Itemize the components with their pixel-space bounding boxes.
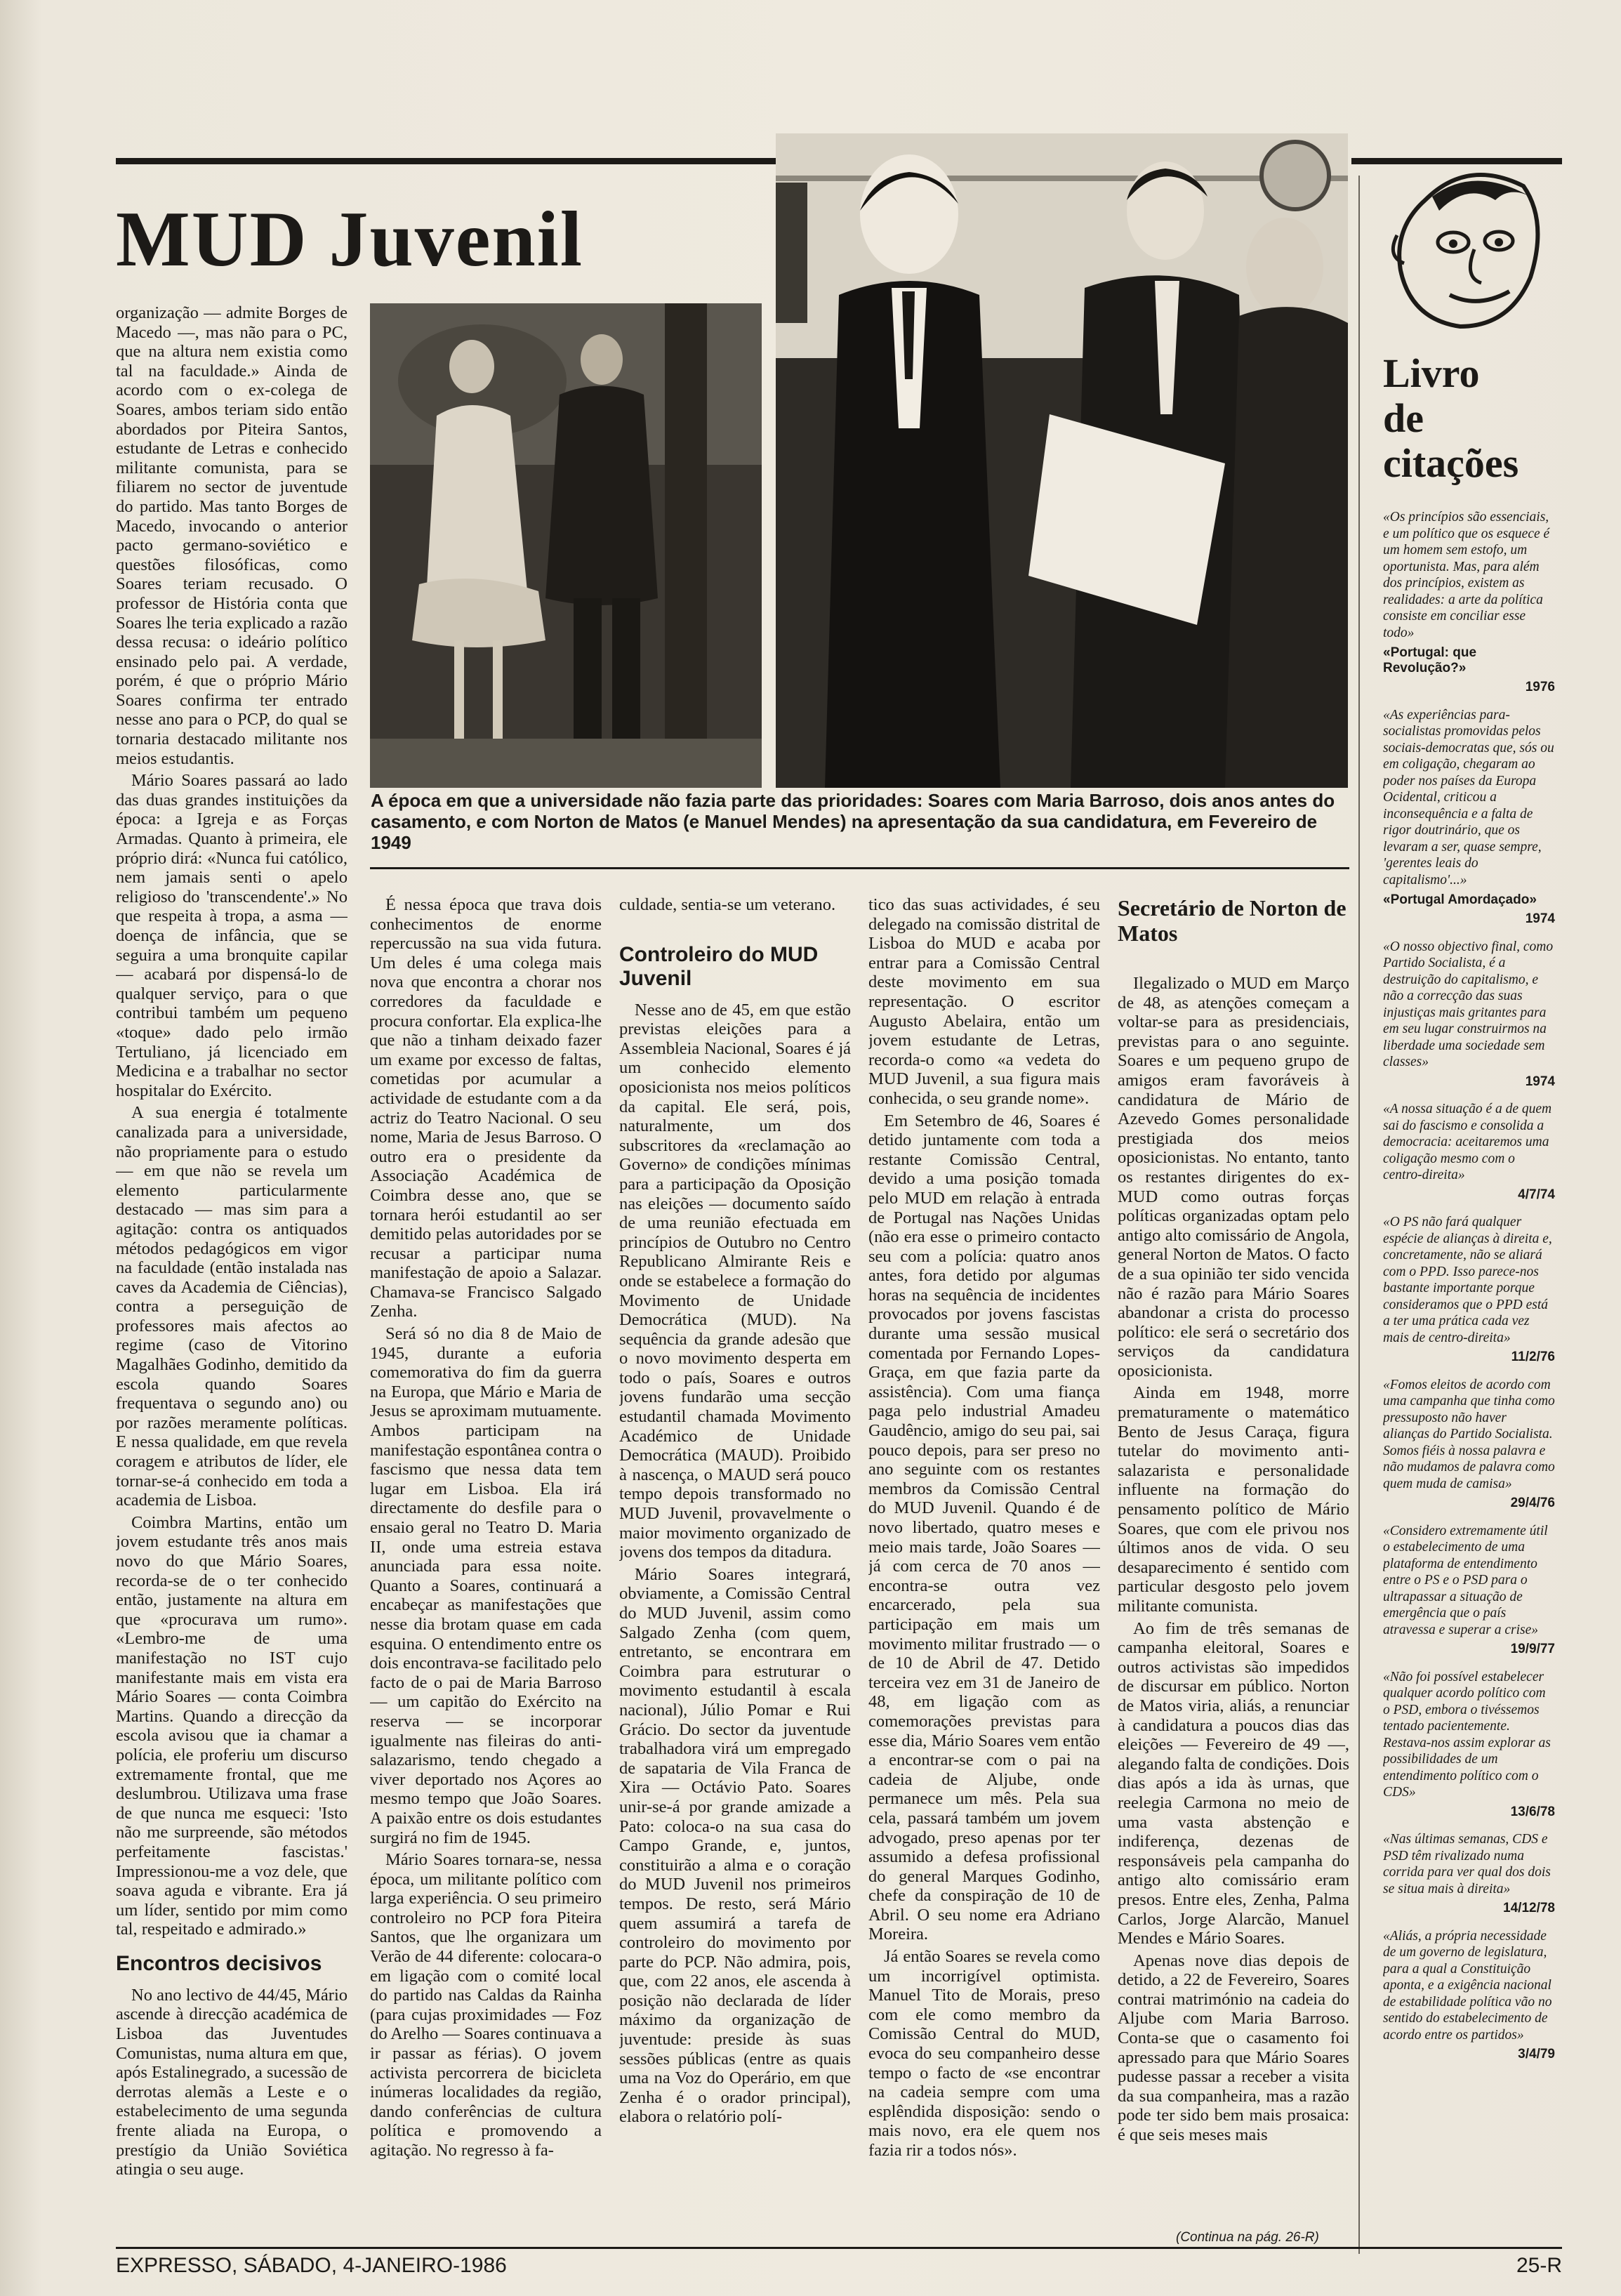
paragraph: tico das suas actividades, é seu delegado na comissão distrital de Lisboa do MUD e acaba por entrar para a Comissão Central deste movimento em sua representação. O escritor Augusto Abelaira, então um jovem estudante de Letras, recorda-o como «a vedeta do MUD Juvenil, a sua figura mais conhecida, o seu grande nome». [868,895,1100,1108]
article-column-2 [370,895,602,2236]
quote-date: 4/7/74 [1518,1187,1555,1202]
article-column-1 [116,303,348,2238]
quote-date: 1974 [1525,911,1555,926]
quote-source: «Portugal: que Revolução?» [1383,645,1477,675]
paragraph: No ano lectivo de 44/45, Mário ascende à direcção académica de Lisboa das Juventudes Comunistas, numa altura em que, após Estalinegrado, a sucessão de derrotas alemãs a Leste e o estabelecimento de uma segunda frente aliada na Europa, o prestígio da União Soviética atingia o seu auge. [116,1985,348,2179]
sidebar-title-line1: Livro [1383,350,1480,396]
subheading: Controleiro do MUD Juvenil [619,942,819,990]
quote-date: 19/9/77 [1510,1642,1555,1656]
paragraph: Ilegalizado o MUD em Março de 48, as atenções começam a voltar-se para as presidenciais, previstas para o ano seguinte. Soares e um pequeno grupo de amigos eram favoráveis à candidatura de Mário de Azevedo Gomes personalidade prestigiada dos meios oposicionistas. No entanto, tanto os restantes dirigentes do ex-MUD como outras forças políticas organizadas optam pelo antigo alto comissário de Angola, general Norton de Matos. O facto de a sua opinião ter sido vencida não é razão para Mário Soares abandonar a crista do processo político: ele será o secretário dos serviços da candidatura oposicionista. [1118,974,1349,1380]
photo-caption: A época em que a universidade não fazia parte das prioridades: Soares com Maria Barroso, dois anos antes do casamento, e com Norton de Matos (e Manuel Mendes) na apresentação da sua candidatura, em Fevereiro de 1949 [371,790,1335,853]
paragraph: Mário Soares passará ao lado das duas grandes instituições da época: a Igreja e as Forças Armadas. Quanto à primeira, ele próprio dirá: «Nunca fui católico, nem jamais senti o apelo religioso do 'transcendente'.» No que respeita à tropa, a asma — doença de infância, que se seguira a uma bronquite capilar — acabará por dispensá-lo de qualquer serviço, para o que contribui também um pequeno «toque» dado pelo irmão Tertuliano, já licenciado em Medicina e a trabalhar no sector hospitalar do Exército. [116,771,348,1100]
paragraph: Ainda em 1948, morre prematuramente o matemático Bento de Jesus Caraça, figura tutelar do movimento anti-salazarista e personalidade influente na formação do pensamento político de Mário Soares, que com ele privou nos últimos anos de vida. O seu desaparecimento é sentido com particular desgosto pelo jovem militante comunista. [1118,1383,1349,1616]
article-column-5 [1118,895,1349,2226]
quote: «Considero extremamente útil o estabelecimento de uma plataforma de entendimento entre o PS e o PSD para o ultrapassar a situação de emergência que o país atravessa e superar a crise» [1383,1523,1548,1637]
paragraph: Em Setembro de 46, Soares é detido juntamente com toda a restante Comissão Central, devido a uma posição tomada pelo MUD em relação à entrada de Portugal nas Nações Unidas (não era esse o primeiro contacto seu com a polícia: quatro anos antes, fora detido por algumas horas na sequência de incidentes provocados por jovens fascistas durante uma sessão musical comentada por Fernando Lopes-Graça, em que fazia parte da assistência). Com uma fiança paga pelo industrial Amadeu Gaudêncio, amigo do seu pai, sai pouco depois, para ser preso no ano seguinte com os restantes membros da Comissão Central do MUD Juvenil. Quando é de novo libertado, quatro meses e meio mais tarde, João Soares — já com cerca de 70 anos — encontra-se outra vez encarcerado, pela sua participação em mais um movimento militar frustrado — o de 10 de Abril de 47. Detido terceira vez em 31 de Janeiro de 48, em ligação com as comemorações previstas para esse dia, Mário Soares vem então a encontrar-se com o pai na cadeia de Aljube, onde permanece um mês. Pela sua cela, passará também um jovem advogado, preso apenas por ter assumido a defesa profissional do general Marques Godinho, chefe da conspiração de 10 de Abril. O seu nome era Adriano Moreira. [868,1111,1100,1944]
continued-note: (Continua na pág. 26-R) [1176,2230,1319,2245]
page-number: 25-R [1516,2254,1563,2277]
sidebar-title [1383,351,1519,486]
quote: «Aliás, a própria necessidade de um governo de legislatura, para a qual a Constituição aponta, e a exigência nacional de estabilidade política vão no sentido do estabelecimento de acordo entre os partidos» [1383,1928,1552,2043]
paragraph: Mário Soares tornara-se, nessa época, um militante político com larga experiência. O seu primeiro controleiro no PCP fora Piteira Santos, que lhe organizara um Verão de 44 diferente: colocara-o em ligação com o comité local do partido nas Caldas da Rainha (para cujas proximidades — Foz do Arelho — Soares continuava a ir passar as férias). O jovem activista percorrera de bicicleta inúmeras localidades da região, dando conferências de cultura política e promovendo a agitação. No regresso à fa- [370,1850,602,2160]
sidebar-title-line3: citações [1383,440,1519,486]
quote-date: 14/12/78 [1503,1901,1555,1915]
quote: «As experiências para-socialistas promovidas pelos sociais-democratas que, sós ou em coligação, chegaram ao poder nos países da Europa Ocidental, criticou a inconsequência e a falta de rigor doutrinário, que os levaram a ser, quase sempre, 'gerentes leais do capitalismo'...» [1383,707,1554,888]
quote-date: 11/2/76 [1511,1350,1555,1364]
quote: «A nossa situação é a de quem sai do fascismo e consolida a democracia: aceitaremos uma coligação mesmo com o centro-direita» [1383,1102,1552,1182]
quote-date: 1976 [1525,680,1555,694]
top-rule-left [116,158,776,164]
paragraph: A sua energia é totalmente canalizada para a universidade, não propriamente para o estudo — em que não se revela um elemento particularmente destacado — mas sim para a agitação: contra os antiquados métodos pedagógicos em vigor na faculdade (então instalada nas caves da Academia de Ciências), contra a perseguição de professores mais afectos ao regime (caso de Vitorino Magalhães Godinho, demitido da escola quando Soares frequentava o segundo ano) ou por razões meramente políticas. E nessa qualidade, em que revela coragem e atributos de líder, ele tornar-se-á conhecido em toda a academia de Lisboa. [116,1103,348,1510]
paragraph: organização — admite Borges de Macedo —, mas não para o PC, que na altura nem existia como tal na faculdade.» Ainda de acordo com o ex-colega de Soares, ambos teriam sido então abordados por Piteira Santos, estudante de Letras e conhecido militante comunista, para se filiarem no sector de juventude do partido. Mas tanto Borges de Macedo, invocando o anterior pacto germano-soviético e questões filosóficas, como Soares teriam recusado. O professor de História conta que Soares lhe teria explicado a razão dessa recusa: o ideário político ensinado pelo pai. A verdade, porém, é que o próprio Mário Soares confirma ter entrado nesse ano para o PCP, do qual se tornaria destacado militante nos meios estudantis. [116,303,348,768]
article-column-4 [868,895,1100,2236]
caricature-icon [1383,158,1551,334]
footer-masthead: EXPRESSO, SÁBADO, 4-JANEIRO-1986 [116,2254,507,2277]
quote: «Os princípios são essenciais, e um político que os esquece é um homem sem estofo, um oportunista. Mas, para além dos princípios, existem as realidades: a arte da política consiste em conciliar esse todo» [1383,510,1550,640]
subheading: Encontros decisivos [116,1951,322,1975]
footer-rule [116,2247,1562,2249]
paragraph: Coimbra Martins, então um jovem estudante três anos mais novo do que Mário Soares, recorda-se de o ter conhecido então, justamente na altura em que «procurava um rumo». «Lembro-me de uma manifestação no IST cujo manifestante mais em vista era Mário Soares — conta Coimbra Martins. Quando a direcção da escola avisou que ia chamar a polícia, ele proferiu um discurso extremamente frontal, que me deslumbrou. Utilizava uma frase de que nunca me esqueci: 'Isto não me surpreende, são métodos perfeitamente fascistas.' Impressionou-me a voz dele, que soava aguda e vibrante. Era já um líder, sentido por mim como tal, respeitado e admirado.» [116,1512,348,1939]
paragraph: É nessa época que trava dois conhecimentos de enorme repercussão na sua vida futura. Um deles é uma colega mais nova que encontra a chorar nos corredores da faculdade e procura confortar. Ela explica-lhe que não a tinham deixado fazer um exame por excesso de faltas, cometidas por acumular a actividade de estudante com a da actriz do Teatro Nacional. O seu nome, Maria de Jesus Barroso. O outro era o presidente da Associação Académica de Coimbra desse ano, que se tornara herói estudantil ao ser demitido pelas autoridades por se recusar a participar numa manifestação de apoio a Salazar. Chamava-se Francisco Salgado Zenha. [370,895,602,1321]
paragraph: Já então Soares se revela como um incorrigível optimista. Manuel Tito de Morais, preso com ele como membro da Comissão Central do MUD, evoca do seu companheiro desse tempo o facto de «se encontrar na cadeia sempre com uma esplêndida disposição: sendo o mais novo, era ele quem nos fazia rir a todos nós». [868,1947,1100,2160]
mid-rule [370,867,1349,869]
sidebar-title-line2: de [1383,395,1424,441]
paragraph: Ao fim de três semanas de campanha eleitoral, Soares e outros activistas são impedidos de discursar em público. Norton de Matos viria, aliás, a renunciar à candidatura a poucos dias das eleições — Fevereiro de 49 —, alegando falta de condições. Dois dias após a ida às urnas, que reelegia Carmona no meio de uma vasta abstenção e indiferença, dezenas de responsáveis pela campanha do antigo alto comissário eram presos. Entre eles, Zenha, Palma Carlos, Jorge Alarcão, Manuel Mendes e Mário Soares. [1118,1618,1349,1948]
photo-left [370,303,762,788]
paragraph: Será só no dia 8 de Maio de 1945, durante a euforia comemorativa do fim da guerra na Europa, que Mário e Maria de Jesus se aproximam mutuamente. Ambos participam na manifestação espontânea contra o fascismo que nessa data tem lugar em Lisboa. Ela irá directamente do desfile para o ensaio geral no Teatro D. Maria II, onde uma estreia estava anunciada para essa noite. Quanto a Soares, continuará a encabeçar as manifestações que nesse dia brotam quase em cada esquina. O entendimento entre os dois encontrava-se facilitado pelo facto de o pai de Maria Barroso — um capitão do Exército na reserva — se incorporar igualmente nas fileiras do anti-salazarismo, tendo chegado a viver deportado nos Açores ao mesmo tempo que João Soares. A paixão entre os dois estudantes surgirá no fim de 1945. [370,1324,602,1847]
quote: «O PS não fará qualquer espécie de alianças à direita e, concretamente, não se aliará com o PPD. Isso parece-nos bastante importante porque consideramos que o PPD está a ter uma prática cada vez mais de centro-direita» [1383,1215,1552,1345]
photo-left-illustration [370,303,762,788]
section-title: Secretário de Norton de Matos [1118,895,1347,946]
quote: «Fomos eleitos de acordo com uma campanha que tinha como pressuposto não haver alianças do Partido Socialista. Somos fiéis à nossa palavra e não mudamos de palavra como quem muda de camisa» [1383,1377,1555,1491]
headline: MUD Juvenil [116,196,583,283]
photo-right-illustration [776,133,1348,788]
paragraph: Mário Soares integrará, obviamente, a Comissão Central do MUD Juvenil, assim como Salgado Zenha (com quem, entretanto, se encontrara em Coimbra para estruturar o movimento estudantil à escala nacional), Júlio Pomar e Rui Grácio. Do sector da juventude trabalhadora virá um empregado de sapataria de Vila Franca de Xira — Octávio Pato. Soares unir-se-á por grande amizade a Pato: coloca-o na sua casa do Campo Grande, e, juntos, constituirão a alma e o coração do MUD Juvenil nos primeiros tempos. De resto, será Mário quem assumirá a tarefa de controleiro do movimento por parte do PCP. Não admira, pois, que, com 22 anos, ele ascenda à posição não declarada de líder máximo da organização de juventude: preside às suas sessões públicas (entre as quais uma na Voz do Operário, em que Zenha é o orador principal), elabora o relatório polí- [619,1564,851,2127]
quote-date: 13/6/78 [1510,1804,1555,1819]
photo-right [776,133,1348,788]
paragraph: Nesse ano de 45, em que estão previstas eleições para a Assembleia Nacional, Soares é já um conhecido elemento oposicionista nos meios políticos da capital. Ele será, pois, naturalmente, um dos subscritores da «reclamação ao Governo» de condições mínimas para a participação da Oposição nas eleições — documento saído de uma reunião efectuada em princípios de Outubro no Centro Republicano Almirante Reis e onde se estabelece a formação do Movimento de Unidade Democrática (MUD). Na sequência da grande adesão que o novo movimento desperta em todo o país, Soares e outros jovens fundarão uma secção estudantil chamada Movimento Académico de Unidade Democrática (MAUD). Proibido à nascença, o MAUD será pouco tempo depois transformado no MUD Juvenil, provavelmente o maior movimento organizado de jovens dos tempos da ditadura. [619,1000,851,1562]
article-column-3 [619,895,851,2236]
quote: «O nosso objectivo final, como Partido Socialista, é a destruição do capitalismo, e não a correcção das suas injustiças mais gritantes para em seu lugar construirmos na liberdade uma sociedade sem classes» [1383,939,1554,1069]
quote-date: 3/4/79 [1518,2047,1555,2061]
caricature [1383,158,1551,334]
sidebar-divider [1358,176,1360,2254]
quote-date: 29/4/76 [1510,1496,1555,1510]
sidebar-quotes [1383,509,1555,2236]
quote: «Não foi possível estabelecer qualquer acordo político com o PSD, embora o tivéssemos tentado pacientemente. Restava-nos assim explorar as possibilidades de um entendimento político com o CDS» [1383,1669,1551,1800]
paragraph: culdade, sentia-se um veterano. [619,895,836,914]
quote-date: 1974 [1525,1074,1555,1089]
quote: «Nas últimas semanas, CDS e PSD têm rivalizado numa corrida para ver qual dos dois se situa mais à direita» [1383,1832,1551,1896]
paragraph: Apenas nove dias depois de detido, a 22 de Fevereiro, Soares contrai matrimónio na cadeia do Aljube com Maria Barroso. Conta-se que o casamento foi apressado para que Mário Soares pudesse passar a receber a visita da sua companheira, mas a razão pode ter sido bem mais prosaica: é que seis meses mais [1118,1951,1349,2145]
quote-source: «Portugal Amordaçado» [1383,892,1537,907]
